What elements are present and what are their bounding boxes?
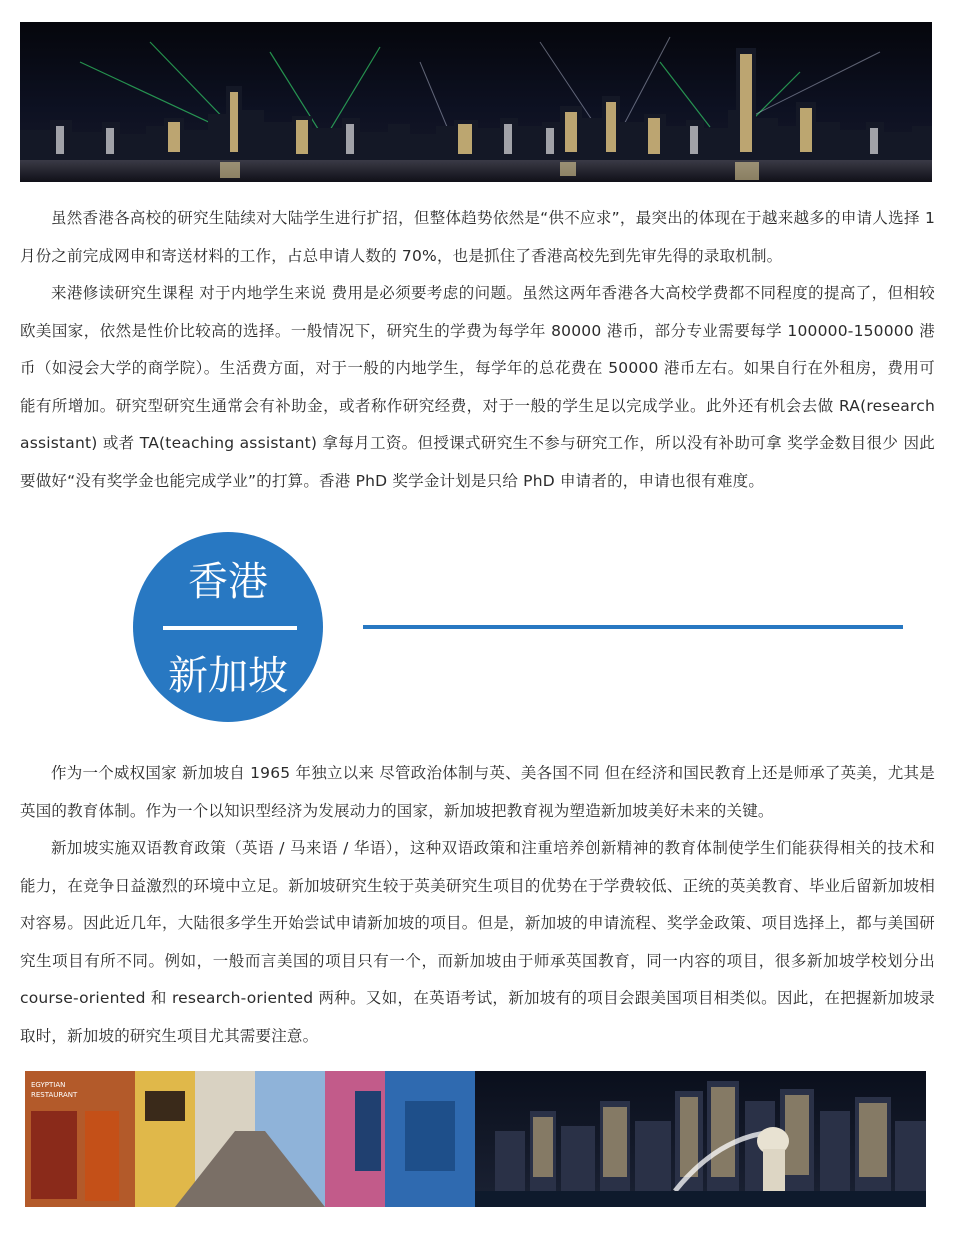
paragraph-sg-history: 作为一个威权国家 新加坡自 1965 年独立以来 尽管政治体制与英、美各国不同 但在经济和国民教育上还是师承了英美，尤其是英国的教育体制。作为一个以知识型经济为发展动力的国家，新加坡把教育视为塑造新加坡美好未来的关键。 [20,764,935,820]
section-badge-divider [163,626,297,630]
paragraph-hk-costs: 来港修读研究生课程 对于内地学生来说 费用是必须要考虑的问题。虽然这两年香港各大高校学费都不同程度的提高了，但相较欧美国家，依然是性价比较高的选择。一般情况下，研究生的学费为每学年 80000 港币，部分专业需要每学 100000-150000 港币（如浸会大学的商学院）。生活费方面，对于一般的内地学生，每学年的总花费在 50000 港币左右。如果自行在外租房，费用可能有所增加。研究型研究生通常会有补助金，或者称作研究经费，对于一般的学生足以完成学业。此外还有机会去做 RA(research assistant) 或者 TA(teaching assistant) 拿每月工资。但授课式研究生不参与研究工作，所以没有补助可拿 奖学金数目很少 因此要做好“没有奖学金也能完成学业”的打算。香港 PhD 奖学金计划是只给 PhD 申请者的，申请也很有难度。 [20,284,935,490]
section-badge-previous: 香港 [188,559,268,605]
singapore-photo-banner [25,1071,926,1207]
street-photo [25,1071,475,1207]
shop-sign-egyptian: EGYPTIAN [31,1081,66,1089]
marina-bay-night-photo [475,1071,926,1207]
section-badge [133,532,323,722]
hong-kong-skyline-photo [20,22,932,182]
shop-sign-restaurant: RESTAURANT [31,1091,78,1099]
paragraph-sg-bilingual: 新加坡实施双语教育政策（英语 / 马来语 / 华语），这种双语政策和注重培养创新精神的教育体制使学生们能获得相关的技术和能力，在竞争日益激烈的环境中立足。新加坡研究生较于英美研究生项目的优势在于学费较低、正统的英美教育、毕业后留新加坡相对容易。因此近几年，大陆很多学生开始尝试申请新加坡的项目。但是，新加坡的申请流程、奖学金政策、项目选择上，都与美国研究生项目有所不同。例如，一般而言美国的项目只有一个，而新加坡由于师承英国教育，同一内容的项目，很多新加坡学校划分出 course-oriented 和 research-oriented 两种。又如，在英语考试，新加坡有的项目会跟美国项目相类似。因此，在把握新加坡录取时，新加坡的研究生项目尤其需要注意。 [20,839,935,1045]
section-badge-current: 新加坡 [168,653,288,699]
section-rule [363,625,903,629]
paragraph-hk-demand: 虽然香港各高校的研究生陆续对大陆学生进行扩招，但整体趋势依然是“供不应求”，最突出的体现在于越来越多的申请人选择 1 月份之前完成网申和寄送材料的工作，占总申请人数的 70%，也是抓住了香港高校先到先审先得的录取机制。 [20,209,935,265]
